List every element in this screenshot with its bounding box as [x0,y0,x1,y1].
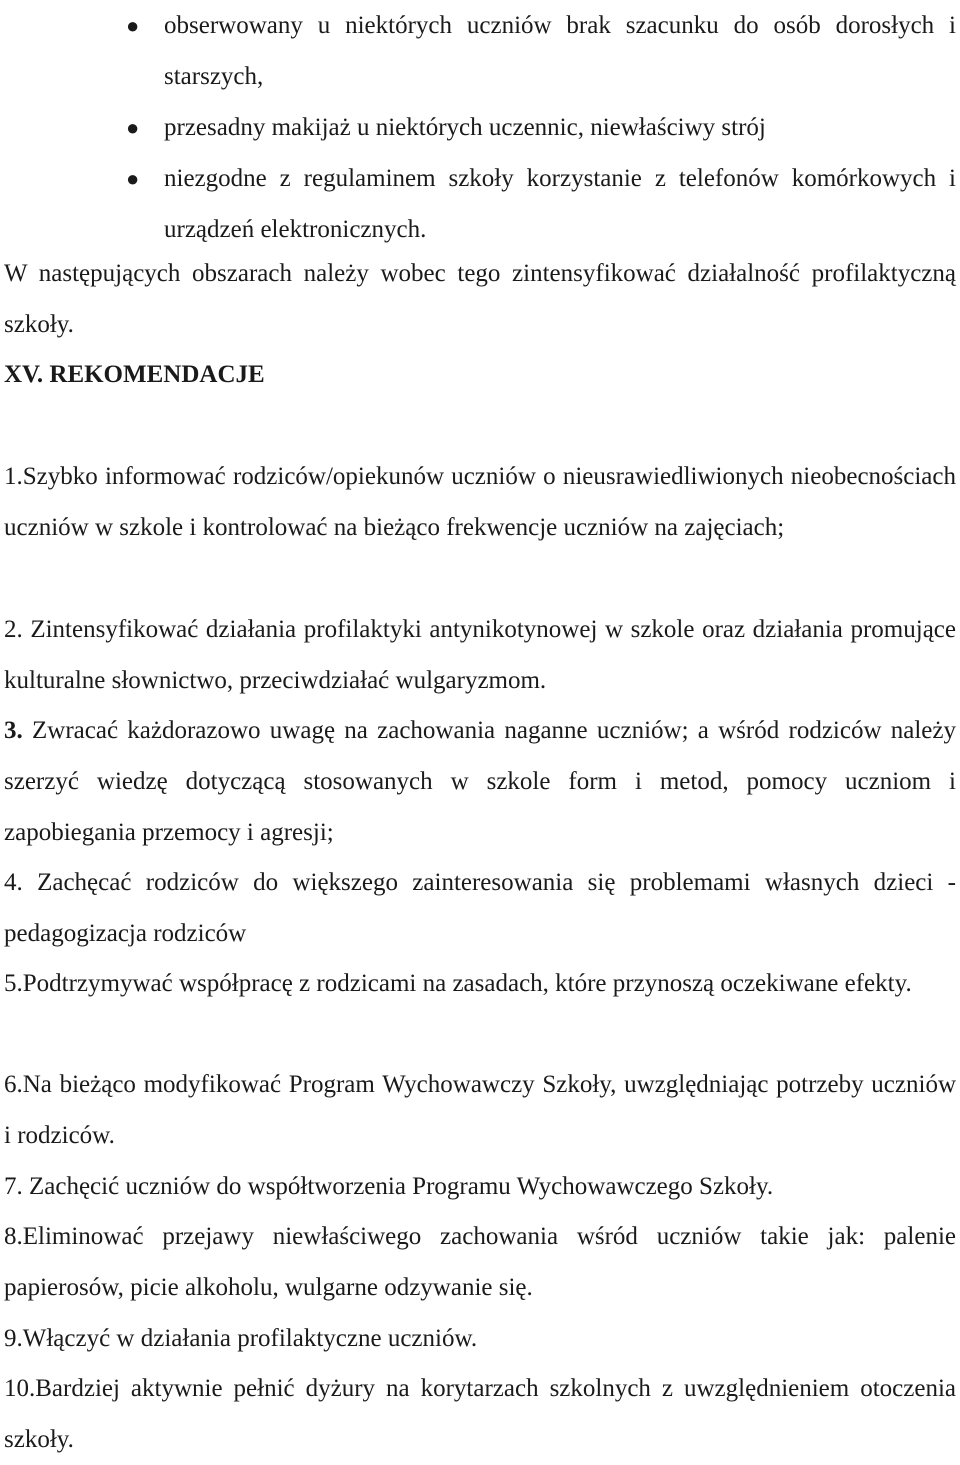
recommendation-8 [4,1211,956,1313]
recommendation-number: 8. [4,1223,23,1250]
recommendation-2 [4,604,956,706]
recommendation-number: 1. [4,463,23,490]
recommendation-text: Podtrzymywać współpracę z rodzicami na zasadach, które przynoszą oczekiwane efekty. [22,970,912,997]
bullet-item [0,102,960,153]
recommendation-3 [4,705,956,858]
recommendation-text: Bardziej aktywnie pełnić dyżury na korytarzach szkolnych z uwzględnieniem otoczenia szkoły. [4,1375,956,1453]
recommendation-7 [4,1161,956,1212]
recommendation-number: 7. [4,1173,23,1200]
bullet-text: przesadny makijaż u niektórych uczennic, niewłaściwy strój [164,114,766,141]
recommendation-number: 6. [4,1071,23,1098]
bullet-text: niezgodne z regulaminem szkoły korzystanie z telefonów komórkowych i urządzeń elektronicznych. [164,165,956,243]
recommendation-number: 3. [4,717,23,744]
section-heading: XV. REKOMENDACJE [4,361,265,388]
recommendation-number: 9. [4,1325,23,1352]
recommendation-text: Eliminować przejawy niewłaściwego zachowania wśród uczniów takie jak: palenie papierosów, picie alkoholu, wulgarne odzywanie się. [4,1223,956,1301]
bullet-text: obserwowany u niektórych uczniów brak szacunku do osób dorosłych i starszych, [164,12,956,90]
recommendation-number: 5. [4,970,23,997]
recommendation-text: Na bieżąco modyfikować Program Wychowawczy Szkoły, uwzględniając potrzeby uczniów i rodziców. [4,1071,956,1149]
recommendation-text: Zachęcić uczniów do współtworzenia Programu Wychowawczego Szkoły. [22,1173,774,1200]
recommendation-text: Zwracać każdorazowo uwagę na zachowania naganne uczniów; a wśród rodziców należy szerzyć wiedzę dotyczącą stosowanych w szkole form i metod, pomocy uczniom i zapobiegania przemocy i agresji; [4,717,956,846]
bullet-icon: ● [126,115,140,140]
recommendation-1 [4,451,956,553]
recommendation-4 [4,857,956,959]
bullet-icon: ● [126,13,140,38]
recommendation-5 [4,958,956,1009]
recommendation-6 [4,1059,956,1161]
bullet-item [0,153,960,255]
recommendation-text: Szybko informować rodziców/opiekunów uczniów o nieusrawiedliwionych nieobecnościach uczniów w szkole i kontrolować na bieżąco frekwencje uczniów na zajęciach; [4,463,956,541]
bullet-item [0,0,960,102]
recommendation-number: 10. [4,1375,36,1402]
intro-paragraph: W następujących obszarach należy wobec tego zintensyfikować działalność profilaktyczną szkoły. [4,260,956,338]
bullet-list [0,0,960,255]
recommendation-10 [4,1363,956,1465]
recommendation-number: 4. [4,869,23,896]
recommendation-text: Zachęcać rodziców do większego zainteresowania się problemami własnych dzieci - pedagogizacja rodziców [4,869,956,947]
bullet-icon: ● [126,166,140,191]
recommendation-9 [4,1313,956,1364]
recommendation-text: Włączyć w działania profilaktyczne uczniów. [22,1325,478,1352]
recommendation-number: 2. [4,616,23,643]
recommendation-text: Zintensyfikować działania profilaktyki antynikotynowej w szkole oraz działania promujące kulturalne słownictwo, przeciwdziałać wulgaryzmom. [4,616,956,694]
